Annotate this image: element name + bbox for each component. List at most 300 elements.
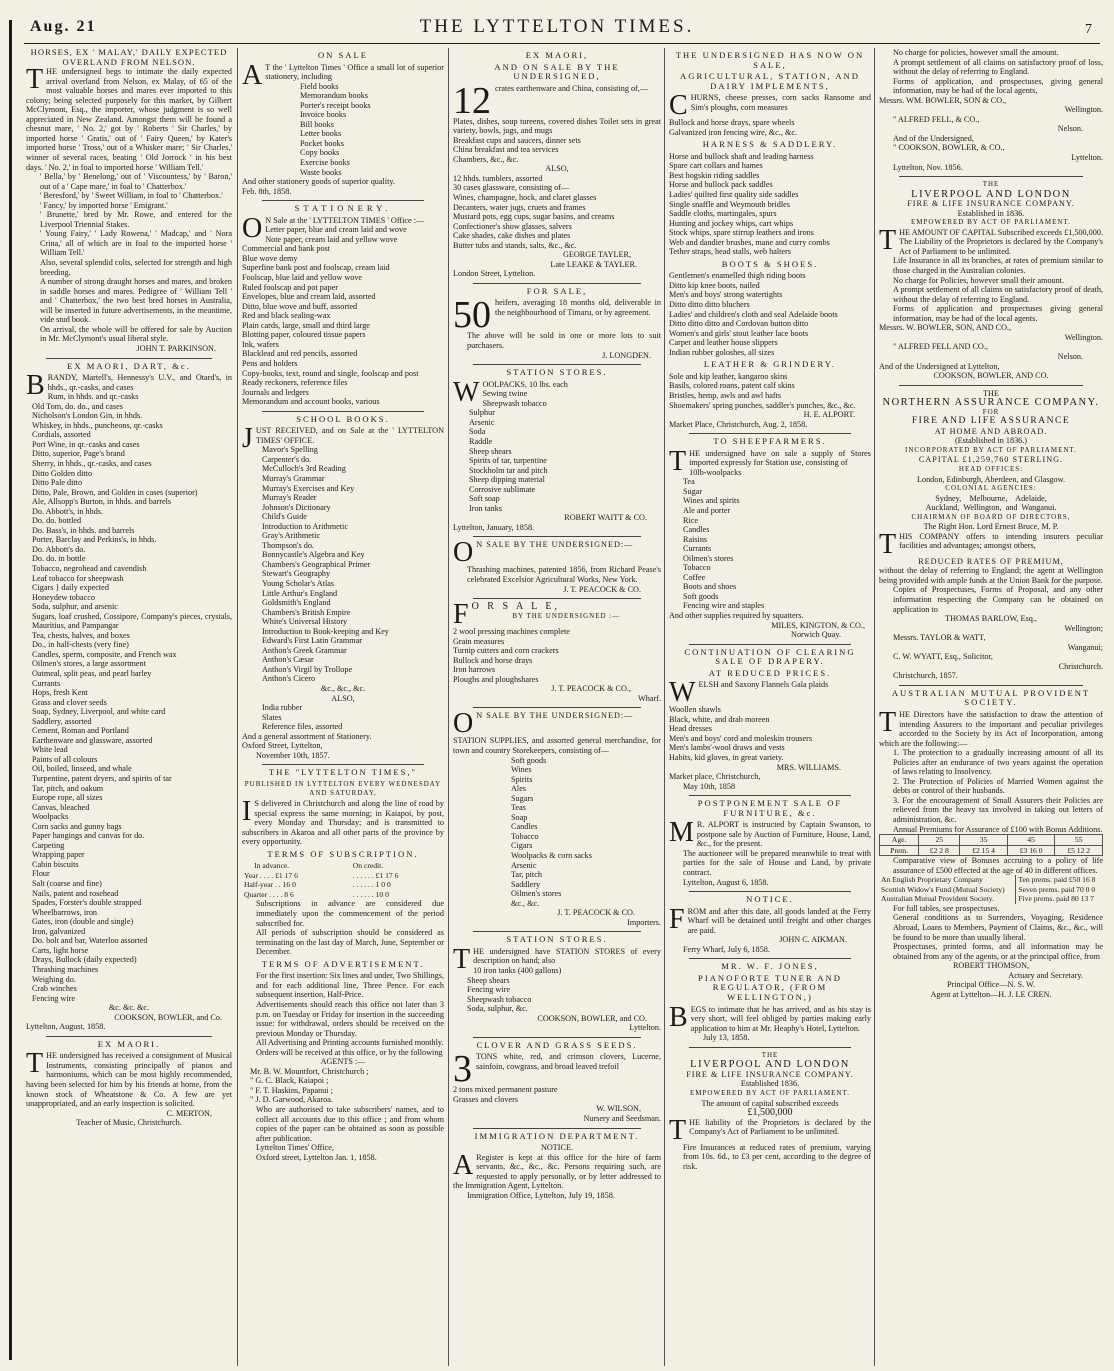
ad-signature: Late LEAKE & TAYLER.: [550, 259, 637, 269]
divider: [689, 795, 851, 796]
list-item: Superfine bank post and foolscap, cream laid: [242, 263, 390, 273]
ad-signature: Wharf.: [638, 693, 661, 703]
list-item: Introduction to Arithmetic: [262, 521, 348, 531]
list-item: Ale, Allsopp's Burton, in hhds. and barrels: [32, 497, 172, 507]
agent-place: Wellington.: [1064, 332, 1103, 342]
list-item: Oilmen's stores: [683, 553, 734, 563]
list-item: Johnson's Dictionary: [262, 502, 331, 512]
drop-cap: T: [453, 943, 471, 975]
ad-body: Orders will be received at this office, or by the following: [256, 1047, 443, 1057]
list-item: 12 hhds. tumblers, assorted: [453, 173, 543, 183]
list-item: Anthon's Cicero: [262, 674, 316, 684]
list-item: Shoemakers' spring punches, saddler's punches, &c., &c.: [669, 400, 856, 410]
ad-body: JUST RECEIVED, and on Sale at the ' LYTTELTON TIMES' OFFICE.: [242, 423, 444, 455]
divider: [899, 176, 1083, 177]
ad-body: On arrival, the whole will be offered for sale by Auction in Mr. McClymont's usual liberal style.: [40, 324, 232, 344]
list-item: Do. Bass's, in hhds. and barrels: [32, 525, 135, 535]
list-item: Carpeting: [32, 840, 65, 850]
ad-heading: FIRE & LIFE INSURANCE COMPANY.: [907, 199, 1075, 209]
list-item: Memorandum books: [300, 91, 368, 101]
ad-heading: AGENTS :—: [320, 1057, 366, 1067]
ad-body: Annual Premiums for Assurance of £100 with Bonus Additions.: [893, 824, 1103, 834]
list-item: Tar, pitch: [511, 870, 542, 880]
ad-heading: THE: [982, 180, 1000, 189]
ad-body: F O R S A L E,: [453, 599, 560, 631]
divider: [899, 685, 1083, 686]
table-cell: Five prems. paid 80 13 7: [1018, 894, 1094, 904]
ad-signature: Agent at Lyttelton—H. J. LE CREN.: [930, 989, 1052, 999]
ad-address: Lyttelton Times' Office,: [256, 1143, 334, 1153]
list-item: Oilmen's stores: [511, 889, 562, 899]
ad-body: 12 crates earthenware and China, consisting of,—: [453, 79, 649, 122]
ad-body: BRANDY, Martell's, Hennessy's U.V., and Otard's, in hhds., qr.-casks, and cases: [26, 370, 232, 402]
table-row: [879, 894, 1103, 904]
ad-heading: EX MAORI.: [97, 1038, 161, 1049]
table-cell: 55: [1055, 835, 1103, 846]
list-item: Men's and boys' strong watertights: [669, 290, 783, 300]
list-item: Soap: [511, 812, 528, 822]
ad-heading: LIVERPOOL AND LONDON: [690, 1059, 850, 1071]
goods-list: [242, 225, 444, 406]
ad-body: ' Young Fairy,' ' Lady Rowena,' ' Madcap,' and ' Nora Crina,' all of which are in foal to the imported horse ' William Tell.': [40, 229, 232, 258]
ad-date: Feb. 8th, 1858.: [242, 186, 292, 196]
list-item: Europe rope, all sizes: [32, 793, 103, 803]
ad-body: Also, several splendid colts, selected for strength and high breeding.: [40, 258, 232, 277]
drop-cap: T: [669, 445, 687, 477]
page-edge-bar: [9, 20, 12, 1360]
table-cell: 35: [960, 835, 1008, 846]
drop-cap: T: [879, 528, 897, 560]
list-item: Soda, sulphur, and arsenic: [32, 602, 118, 612]
ad-date: Lyttelton, August 6, 1858.: [683, 877, 769, 887]
list-item: Mavor's Spelling: [262, 445, 318, 455]
list-item: Wines: [511, 765, 532, 775]
drop-cap: M: [669, 817, 694, 849]
list-item: Ditto ditto ditto and Cordovan button ditto: [669, 319, 809, 329]
list-item: Bill books: [300, 119, 334, 129]
list-item: Sheepwash tobacco: [482, 398, 547, 408]
list-item: Porter's receipt books: [300, 100, 371, 110]
list-item: Anthon's Greek Grammar: [262, 645, 347, 655]
ad-body: A Register is kept at this office for the hire of farm servants, &c., &c., &c. Persons requiring such, are requested to apply personally, or by letter addressed to the Immigration Agent, Lyttelton.: [453, 1149, 661, 1191]
list-item: Sewing twine: [482, 389, 528, 399]
list-item: Tar, pitch, and oakum: [32, 783, 104, 793]
list-item: Tea: [683, 477, 695, 487]
list-item: Do. Abbott's, in hhds.: [32, 506, 104, 516]
list-item: India rubber: [262, 703, 303, 713]
ad-body: Auckland, Wellington, and Wanganui.: [925, 503, 1057, 513]
list-item: Port Wine, in qr.-casks and cases: [32, 439, 140, 449]
ad-body: The auctioneer will be prepared meanwhile to treat with parties for the sale of House and Land, by private contract.: [683, 848, 871, 878]
ad-signature: JOHN C. AIKMAN.: [779, 935, 847, 945]
list-item: Ditto, Pale, Brown, and Golden in cases (superior): [32, 487, 198, 497]
list-item: Gray's Arithmetic: [262, 531, 321, 541]
list-item: Coffee: [683, 572, 706, 582]
list-item: Boots and shoes: [683, 582, 737, 592]
agent-name: " COOKSON, BOWLER, & CO.,: [893, 143, 1005, 153]
list-item: Sugar: [683, 486, 703, 496]
ad-body: 3. For the encouragement of Small Assurers their Policies are relieved from the heavy tax involved in taking out letters of administration, &c.: [893, 795, 1103, 825]
list-item: Letter paper, blue and cream laid and wove: [265, 225, 407, 235]
list-item: Black, white, and drab moreen: [669, 714, 770, 724]
ad-subheading: Established 1836.: [740, 1079, 800, 1089]
ad-body: And of the Undersigned at Lyttelton,: [879, 361, 1000, 371]
ad-date: Market Place, Christchurch, Aug. 2, 1858.: [669, 419, 808, 429]
list-item: Wrapping paper: [32, 850, 85, 860]
ad-signature: MILES, KINGTON, & CO.,: [771, 620, 865, 630]
list-item: 10 iron tanks (400 gallons): [473, 966, 562, 976]
list-item: Soap, Sydney, Liverpool, and white card: [32, 707, 166, 717]
list-item: Do. do. bottled: [32, 516, 82, 526]
list-item: Blotting paper, coloured tissue papers: [242, 330, 366, 340]
ad-heading: THE UNDERSIGNED HAS NOW ON SALE,: [675, 50, 865, 70]
ad-signature: Immigration Office, Lyttelton, July 19, 1858.: [467, 1190, 615, 1200]
ad-body: THE AMOUNT OF CAPITAL Subscribed exceeds £1,500,000. The Liability of the Proprietors is declared by the Company's Act of Parliament to be unlimited.: [879, 224, 1103, 256]
list-item: Wines and spirits: [683, 496, 740, 506]
list-item: Turnip cutters and corn crackers: [453, 646, 559, 656]
ad-heading: THE: [983, 388, 999, 398]
table-row: [879, 885, 1103, 895]
ad-date: Lyttelton, August, 1858.: [26, 1022, 106, 1032]
ad-body: BEGS to intimate that he has arrived, and as his stay is very short, will feel obliged by parties making early application to him at Mr. Heaphy's Hotel, Lyttelton.: [669, 1001, 871, 1033]
list-item: Anthon's Virgil by Trollope: [262, 664, 353, 674]
list-item: 10lb-woolpacks: [689, 467, 742, 477]
ad-body: The Right Hon. Lord Ernest Bruce, M. P.: [923, 522, 1059, 532]
list-item: Fencing wire and staples: [683, 601, 765, 611]
divider: [899, 385, 1083, 386]
table-row: [880, 845, 1103, 856]
table-cell: Ten prems. paid £50 16 8: [1018, 875, 1096, 885]
ad-body: THE Directors have the satisfaction to draw the attention of intending Assurers to the important and peculiar privileges accorded to the Society by its Act of Incorporation, among which are the following:—: [879, 707, 1103, 748]
list-item: Best hogskin riding saddles: [669, 170, 760, 180]
ad-date: Ferry Wharf, July 6, 1858.: [683, 944, 770, 954]
list-item: White's Universal History: [262, 617, 348, 627]
ad-heading: TO SHEEPFARMERS.: [713, 436, 827, 447]
list-item: Blue wove demy: [242, 253, 298, 263]
list-item: Bristles, hemp, awls and awl hafts: [669, 390, 782, 400]
table-cell: £3 16 0: [1007, 845, 1055, 856]
ad-body: Subscriptions in advance are considered due immediately upon the commencement of the period subscribed for.: [256, 899, 444, 928]
agent-name: Messrs. TAYLOR & WATT,: [893, 633, 986, 643]
list-item: Spirits of tar, turpentine: [469, 456, 547, 466]
list-item: Carts, light horse: [32, 945, 89, 955]
list-item: Teas: [511, 803, 526, 813]
agent-place: Nelson.: [1057, 351, 1083, 361]
divider: [46, 1036, 212, 1037]
ad-signature: J. T. PEACOCK & CO.,: [551, 684, 631, 694]
list-item: Do. Abbott's do.: [32, 544, 86, 554]
list-item: Men's lambs'-wool draws and vests: [669, 743, 785, 753]
drop-cap: T: [26, 64, 44, 96]
ad-subheading: HEAD OFFICES:: [958, 464, 1024, 473]
ad-subheading: NOTICE.: [540, 1143, 574, 1153]
list-item: Whiskey, in hhds., puncheons, qr.-casks: [32, 420, 163, 430]
list-item: Cordials, assorted: [32, 430, 91, 440]
list-item: Sherry, in hhds., qr.-casks, and cases: [32, 458, 152, 468]
ad-signature: Norwich Quay.: [791, 630, 841, 640]
ad-body: FROM and after this date, all goods landed at the Ferry Wharf will be detained until freight and other charges are paid.: [669, 903, 871, 935]
ad-body: THE undersigned have on sale a supply of Stores imported expressly for Station use, consisting of: [669, 445, 871, 477]
list-item: Ale and porter: [683, 505, 731, 515]
ad-body: Life Insurance in all its branches, at rates of premium similar to those charged in the Australian colonies.: [893, 256, 1103, 276]
list-item: Sole and kip leather, kangaroo skins: [669, 371, 788, 381]
goods-list: [669, 271, 871, 357]
ad-date: May 10th, 1858: [683, 781, 736, 791]
divider: [262, 764, 424, 765]
list-item: Child's Guide: [262, 512, 307, 522]
ad-signature: Nursery and Seedsman.: [583, 1114, 661, 1124]
ad-subheading: (Established in 1836.): [954, 436, 1028, 446]
ad-subheading: HARNESS & SADDLERY.: [702, 139, 838, 150]
ad-body: 3 TONS white, red, and crimson clovers, Lucerne, sainfoin, cowgrass, and broad leaved trefoil: [453, 1048, 661, 1091]
table-cell: £5 12 2: [1055, 845, 1103, 856]
list-item: Plain cards, large, small and third large: [242, 320, 370, 330]
list-item: Spirits: [511, 774, 533, 784]
ad-signature: ROBERT THOMSON,: [952, 961, 1030, 971]
ad-body: O N SALE BY THE UNDERSIGNED:—: [453, 537, 634, 569]
ad-signature: ROBERT WAITT & CO.: [564, 513, 647, 523]
drop-cap: O: [453, 537, 474, 569]
divider: [473, 1037, 641, 1038]
ad-body: Prospectuses, printed forms, and all information may be obtained from any of the agents, or at the principal office, from: [893, 942, 1103, 961]
list-item: Gates, iron (double and single): [32, 917, 134, 927]
ad-body: For the first insertion: Six lines and under, Two Shillings, and for each additional line, Three Pence. For each subsequent insertion, Half-Price.: [256, 971, 444, 1000]
ad-signature: W. WILSON,: [596, 1104, 641, 1114]
ad-heading: MR. W. F. JONES,: [721, 961, 819, 972]
agent-place: Christchurch.: [1058, 661, 1103, 671]
goods-list: [453, 389, 661, 513]
ad-heading: AGRICULTURAL, STATION, AND DAIRY IMPLEMENTS,: [680, 71, 860, 91]
ad-heading: LIVERPOOL AND LONDON: [911, 188, 1071, 200]
list-item: Horse and bullock shaft and leading harness: [669, 151, 814, 161]
ad-heading: THE "LYTTELTON TIMES,": [268, 767, 418, 778]
list-item: Oil, boiled, linseed, and whale: [32, 764, 132, 774]
list-item: Edward's First Latin Grammar: [262, 636, 362, 646]
drop-cap: W: [453, 376, 480, 408]
ad-body: And a general assortment of Stationery.: [242, 731, 372, 741]
list-item: Saddlery: [511, 879, 541, 889]
ad-address: Oxford Street, Lyttelton,: [242, 741, 323, 751]
list-item: Grass and clover seeds: [32, 697, 107, 707]
list-item: Arsenic: [511, 860, 537, 870]
ad-heading: NORTHERN ASSURANCE COMPANY.: [882, 397, 1100, 409]
list-item: Hunting and jockey whips, cart whips: [669, 218, 794, 228]
list-item: Iron tanks: [469, 503, 502, 513]
ad-heading: STATION STORES.: [506, 367, 608, 378]
list-item: Chambers's Geographical Primer: [262, 559, 371, 569]
list-item: McCulloch's 3rd Reading: [262, 464, 346, 474]
ad-date: Lyttelton, January, 1858.: [453, 522, 535, 532]
ad-heading: PIANOFORTE TUNER AND REGULATOR, (FROM WELLINGTON,): [698, 972, 842, 1003]
ad-body: CHURNS, cheese presses, corn sacks Ransome and Sim's ploughs, corn measures: [669, 90, 871, 122]
list-item: 2 wool pressing machines complete: [453, 627, 570, 637]
list-item: Anthon's Cæsar: [262, 655, 314, 665]
goods-list: [26, 392, 232, 1003]
ad-heading: STATIONERY.: [294, 203, 392, 214]
ad-body: WOOLPACKS, 10 lbs. each: [453, 376, 568, 408]
ad-subheading: EMPOWERED BY ACT OF PARLIAMENT.: [911, 218, 1071, 227]
ad-date: Christchurch, 1857.: [893, 671, 958, 681]
ad-subheading: The amount of capital subscribed exceeds: [701, 1098, 839, 1108]
list-item: Carpenter's do.: [262, 454, 312, 464]
list-item: Basils, colored roans, patent calf skins: [669, 381, 795, 391]
ad-signature: J. LONGDEN.: [602, 350, 651, 360]
agent-name: Messrs. W. BOWLER, SON, AND CO.,: [879, 323, 1012, 333]
table-cell: Scottish Widow's Fund (Mutual Society): [879, 885, 1016, 895]
issue-date: Aug. 21: [30, 18, 97, 35]
list-item: Hops, fresh Kent: [32, 688, 88, 698]
ad-body: London, Edinburgh, Aberdeen, and Glasgow.: [916, 474, 1066, 484]
ad-heading: AUSTRALIAN MUTUAL PROVIDENT SOCIETY.: [891, 687, 1091, 708]
divider: [473, 1128, 641, 1129]
list-item: Breakfast cups and saucers, dinner sets: [453, 135, 581, 145]
ad-body: 2. The Protection of Policies of Married Women against the debts or control of their husbands.: [893, 776, 1103, 796]
list-item: Arsenic: [469, 417, 495, 427]
list-item: Tobacco: [511, 831, 539, 841]
ad-body: THE undersigned have STATION STORES of every description on hand; also: [453, 943, 661, 975]
newspaper-title: THE LYTTELTON TIMES.: [419, 16, 695, 37]
list-item: Murray's Exercises and Key: [262, 483, 355, 493]
ad-subheading: INCORPORATED BY ACT OF PARLIAMENT.: [905, 445, 1077, 454]
list-item: Ales: [511, 784, 527, 794]
list-item: 30 cases glassware, consisting of—: [453, 183, 570, 193]
goods-list: [453, 174, 661, 250]
table-cell: £2 15 4: [960, 845, 1008, 856]
list-item: Little Arthur's England: [262, 588, 338, 598]
ad-heading: EX MAORI, DART, &c.: [67, 360, 191, 371]
ad-body: General conditions as to Surrenders, Voyaging, Residence Abroad, Loans to Members, Payment of Claims, &c., &c., will be found to be more than usually liberal.: [893, 913, 1103, 942]
table-cell: Age.: [880, 835, 919, 846]
list-item: Invoice books: [300, 110, 347, 120]
drop-cap: F: [669, 903, 685, 935]
list-item: Sheep shears: [469, 446, 512, 456]
drop-cap: A: [242, 59, 263, 91]
also-label: ALSO,: [331, 693, 355, 703]
ad-body: O N Sale at the ' LYTTELTON TIMES ' Office :—: [242, 212, 425, 244]
list-item: Grain measures: [453, 636, 505, 646]
agents-list: [242, 1067, 444, 1105]
ad-body: A T the ' Lyttelton Times ' Office a small lot of superior stationery, including: [242, 59, 444, 91]
ad-body: ' Bella,' by ' Benelong,' out of ' Viscountess,' by ' Baron,' out of a ' Cape mare,' in foal to ' Chatterbox.': [40, 172, 232, 191]
list-item: Spades, Forster's double strapped: [32, 898, 142, 908]
agent-name: C. W. WYATT, Esq., Solicitor,: [893, 652, 993, 662]
ad-signature: Principal Office—N. S. W.: [946, 980, 1036, 990]
ad-body: Thrashing machines, patented 1856, from Richard Pease's celebrated Excelsior Agricultural Works, New York.: [467, 565, 661, 584]
masthead-rule: [24, 43, 1100, 44]
ad-address: Oxford street, Lyttelton Jan. 1, 1858.: [256, 1152, 377, 1162]
ad-date: Lyttelton, Nov. 1856.: [893, 162, 963, 172]
agent-place: Lyttelton.: [1071, 153, 1103, 163]
list-item: Grasses and clovers: [453, 1094, 519, 1104]
list-item: Envelopes, blue and cream laid, assorted: [242, 292, 376, 302]
list-item: Nicholson's London Gin, in hhds.: [32, 411, 143, 421]
ad-heading: FIRE AND LIFE ASSURANCE: [911, 416, 1071, 427]
agent-place: Wellington.: [1064, 105, 1103, 115]
ad-body: I S delivered in Christchurch and along the line of road by special express the same morning; in Kaiapoi, by post, every Monday and Thursday; and is transmitted to subscribers in Akaroa and all other parts of the province by every opportunity.: [242, 796, 444, 847]
list-item: Habits, kid gloves, in great variety.: [669, 753, 784, 762]
list-item: Ditto, blue wove and buff, assorted: [242, 301, 358, 311]
ad-heading: CLOVER AND GRASS SEEDS.: [476, 1039, 638, 1050]
list-item: Bullock and horse drays, spare wheels: [669, 118, 795, 128]
list-item: Carpet and leather house slippers: [669, 338, 778, 348]
list-item: Ditto Golden ditto: [32, 468, 93, 478]
list-item: Sulphur: [469, 408, 495, 418]
ad-subheading: £1,500,000: [747, 1107, 793, 1119]
list-item: Weighing do.: [32, 974, 76, 984]
list-item: Journals and ledgers: [242, 387, 309, 397]
ad-heading: TERMS OF SUBSCRIPTION.: [267, 848, 419, 859]
list-item: Head dresses: [669, 724, 712, 734]
list-item: Soda, sulphur, &c.: [467, 1004, 528, 1014]
list-item: Fencing wire: [32, 993, 75, 1003]
list-item: Men's and boys' cord and moleskin trousers: [669, 733, 813, 743]
ad-body: 1. The protection to a gradually increasing amount of all its Policies after an endurance of two years against the operation of laws relating to Insolvency.: [893, 748, 1103, 777]
list-item: Sugars, loaf crushed, Cossipore, Company's pieces, crystals, Mauritius, and Pampangar: [32, 611, 232, 631]
list-item: Raisins: [683, 534, 708, 544]
list-item: Tether straps, head stalls, web halters: [669, 247, 791, 257]
goods-list: [669, 705, 871, 762]
table-cell: Seven prems. paid 70 0 0: [1018, 884, 1096, 894]
agent-name: " ALFRED FELL AND CO.,: [893, 342, 988, 352]
ad-subheading: PUBLISHED IN LYTTELTON EVERY WEDNESDAY AND SATURDAY,: [244, 779, 442, 798]
ad-body: Who are authorised to take subscribers' names, and to collect all accounts due to this office ; and from whom copies of the paper can be obtained as soon as possible after publication.: [256, 1104, 444, 1143]
ad-heading: AT REDUCED PRICES.: [708, 667, 832, 678]
divider: [262, 200, 424, 201]
ad-body: WELSH and Saxony Flannels Gala plaids: [669, 677, 829, 709]
goods-list: [453, 136, 661, 165]
list-item: Canvas, bleached: [32, 802, 90, 812]
ad-body: Fire Insurances at reduced rates of premium, varying from 10s. 6d., to £3 per cent, according to the degree of risk.: [683, 1142, 871, 1171]
goods-list: [242, 703, 444, 732]
list-item: Earthenware and glassware, assorted: [32, 735, 153, 745]
bonus-comparison-table: [879, 875, 1103, 904]
divider: [689, 1047, 851, 1048]
divider: [473, 598, 641, 599]
list-item: " G. C. Black, Kaiapoi ;: [250, 1076, 329, 1086]
ad-body: Forms of application, and prospectuses, giving general information, may be had of the local agents,: [893, 76, 1103, 96]
drop-cap: 12: [453, 79, 491, 122]
list-item: Candles, sperm, composite, and French wax: [32, 649, 177, 659]
list-item: Single snaffle and Weymouth bridles: [669, 199, 790, 209]
ad-signature: MRS. WILLIAMS.: [776, 762, 841, 772]
table-cell: £2 2 8: [919, 845, 960, 856]
list-item: Thrashing machines: [32, 964, 99, 974]
list-item: Letter books: [300, 129, 342, 139]
agent-name: THOMAS BARLOW, Esq.,: [945, 614, 1037, 624]
ad-body: ' Fancy,' by imported horse ' Emigrant.': [40, 200, 168, 210]
ad-subheading: CHAIRMAN OF BOARD OF DIRECTORS,: [911, 512, 1071, 521]
list-item: Woolpacks: [32, 812, 69, 822]
ad-heading: POSTPONEMENT SALE OF FURNITURE, &c.: [697, 798, 843, 818]
ad-signature: J. T. PEACOCK & CO.: [563, 584, 641, 594]
ad-body: Advertisements should reach this office not later than 3 p.m. on Tuesday or Friday for insertion in the succeeding issue: for withdrawal, orders should be received on the previous Monday or Thursday.: [256, 999, 444, 1038]
drop-cap: T: [26, 1048, 44, 1080]
list-item: Slates: [262, 712, 282, 722]
list-item: Tea, chests, halves, and boxes: [32, 630, 130, 640]
goods-list: [669, 372, 871, 410]
ad-heading: THE: [761, 1050, 779, 1059]
list-item: Nails, patent and rosehead: [32, 888, 119, 898]
goods-list: [453, 756, 661, 909]
ad-subheading: LEATHER & GRINDERY.: [703, 359, 837, 370]
ad-signature: H. E. ALPORT.: [803, 410, 855, 420]
list-item: Women's and girls' stout leather lace boots: [669, 328, 809, 338]
ad-body: THE undersigned begs to intimate the daily expected arrival overland from Nelson, ex Malay, of 65 of the most valuable horses and mares ever imported to this colony; being selected purposely for this market, by Gilbert McClymont, Esq., the importer, whose judgment is so well appreciated in New Zealand. Amongst them will be found a chesnut mare, ' No. 2,' got by ' Roberts ' Sir Charles,' by imported horse ' Gratis,' out of ' Fairy Queen,' by Kater's imported horse ' Tross,' out of a Whisker mare; ' Sir Charles,' winner of several races, beating ' Old Jorrock ' in his best days. ' No. 2,' in foal to imported horse ' William Tell.': [26, 64, 232, 172]
list-item: Red and black sealing-wax: [242, 311, 331, 321]
ad-heading: IMMIGRATION DEPARTMENT.: [474, 1130, 640, 1141]
list-item: Iron harrows: [453, 665, 496, 675]
agent-name: " ALFRED FELL, & CO.,: [893, 114, 980, 124]
